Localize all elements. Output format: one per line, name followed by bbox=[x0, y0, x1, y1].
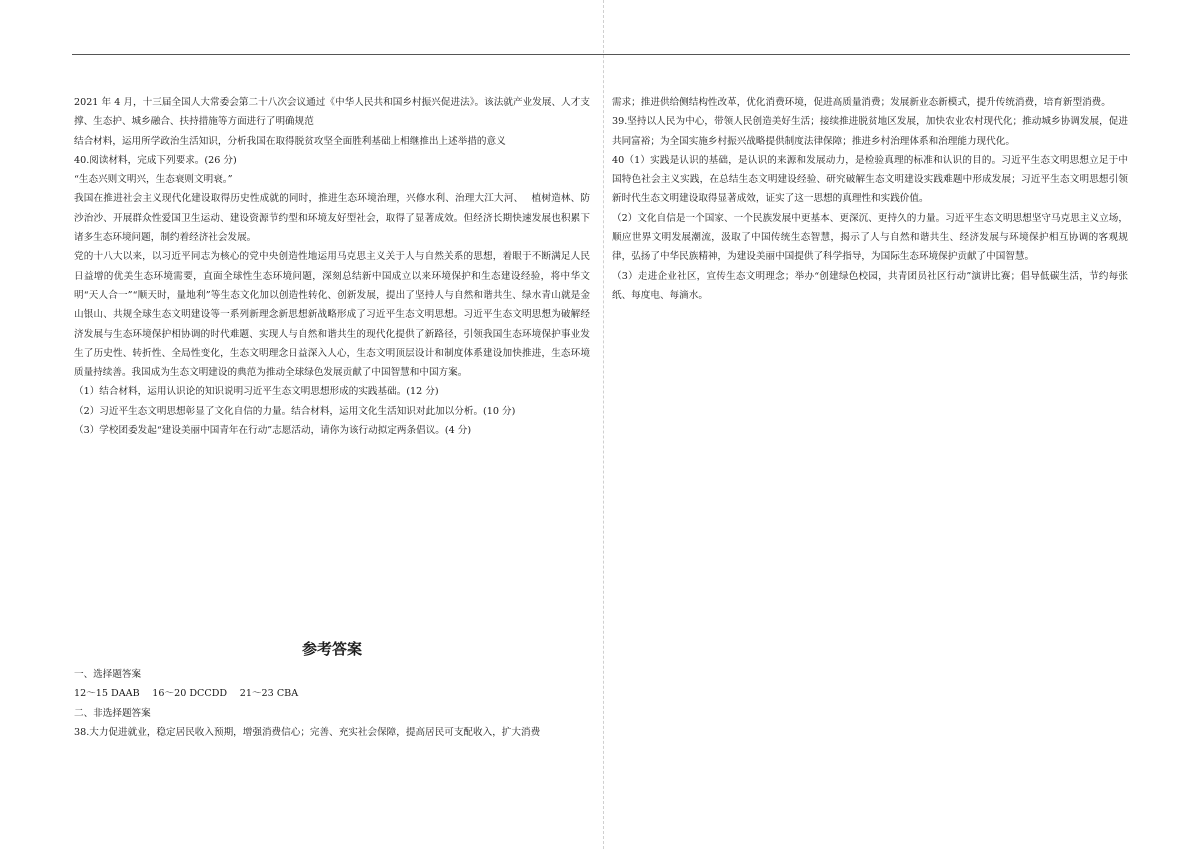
section-multiple-choice-heading: 一、选择题答案 bbox=[74, 669, 142, 680]
left-column bbox=[74, 93, 590, 440]
multiple-choice-answers: 12～15 DAAB 16～20 DCCDD 21～23 CBA bbox=[74, 688, 299, 700]
law-intro-paragraph: 2021 年 4 月，十三届全国人大常委会第二十八次会议通过《中华人民共和国乡村振兴促进法》。该法就产业发展、人才支撑、生态护、城乡融合、扶持措施等方面进行了明确规范 bbox=[74, 97, 590, 128]
answer-title: 参考答案 bbox=[301, 640, 362, 658]
sub-question-2: （2）习近平生态文明思想彰显了文化自信的力量。结合材料，运用文化生活知识对此加以分析。(10 分) bbox=[74, 405, 516, 417]
question-40-heading: 40.阅读材料，完成下列要求。(26 分) bbox=[74, 154, 237, 166]
column-divider bbox=[603, 0, 604, 849]
answer-39: 39.坚持以人民为中心，带领人民创造美好生活；接续推进脱贫地区发展，加快农业农村现代化；推动城乡协调发展，促进共同富裕；为全国实施乡村振兴战略提供制度法律保障；推进乡村治理体系和治理能力现代化。 bbox=[612, 116, 1128, 147]
answer-40-1: 40（1）实践是认识的基础，是认识的来源和发展动力，是检验真理的标准和认识的目的。习近平生态文明思想立足于中国特色社会主义实践，在总结生态文明建设经验、研究破解生态文明建设实践难题中形成发展；习近平生态文明思想引领新时代生态文明建设取得显著成效，证实了这一思想的真理性和实践价值。 bbox=[612, 154, 1128, 205]
sub-question-3: （3）学校团委发起“建设美丽中国青年在行动”志愿活动，请你为该行动拟定两条倡议。(4 分) bbox=[74, 425, 472, 437]
sub-question-1: （1）结合材料，运用认识论的知识说明习近平生态文明思想形成的实践基础。(12 分) bbox=[74, 386, 439, 398]
right-column bbox=[612, 93, 1128, 305]
answer-38-start: 38.大力促进就业，稳定居民收入预期，增强消费信心；完善、充实社会保障，提高居民可支配收入，扩大消费 bbox=[74, 726, 541, 738]
answer-40-3: （3）走进企业社区，宣传生态文明理念；举办“创建绿色校园，共青团员社区行动”演讲比赛；倡导低碳生活，节约每张纸、每度电、每滴水。 bbox=[612, 270, 1128, 301]
answer-40-2: （2）文化自信是一个国家、一个民族发展中更基本、更深沉、更持久的力量。习近平生态文明思想坚守马克思主义立场，顺应世界文明发展潮流，汲取了中国传统生态智慧，揭示了人与自然和谐共生、经济发展与环境保护相互协调的客观规律，弘扬了中华民族精神，为建设美丽中国提供了科学指导，为国际生态环境保护贡献了中国智慧。 bbox=[612, 212, 1128, 263]
material-paragraph-1: 我国在推进社会主义现代化建设取得历史性成就的同时，推进生态环境治理，兴修水利、治理大江大河、 植树造林、防沙治沙、开展群众性爱国卫生运动、建设资源节约型和环境友好型社会，取得了显著成效。但经济长期快速发展也积累下诸多生态环境问题，制约着经济社会发展。 bbox=[74, 193, 590, 244]
material-paragraph-2: 党的十八大以来，以习近平同志为核心的党中央创造性地运用马克思主义关于人与自然关系的思想，着眼于不断满足人民日益增的优美生态环境需要，直面全球性生态环境问题，深刻总结新中国成立以来环境保护和生态建设经验，将中华文明“天人合一”“顺天时，量地利”等生态文化加以创造性转化、创新发展，提出了坚持人与自然和谐共生、绿水青山就是金山银山、共规全球生态文明建设等一系列新理念新思想新战略形成了习近平生态文明思想。习近平生态文明思想为破解经济发展与生态环境保护相协调的时代难题、实现人与自然和谐共生的现代化提供了新路径，引领我国生态环境保护事业发生了历史性、转折性、全局性变化，生态文明理念日益深入人心，生态文明顶层设计和制度体系建设加快推进，生态环境质量持续善。我国成为生态文明建设的典范为推动全球绿色发展贡献了中国智慧和中国方案。 bbox=[74, 251, 590, 379]
quote-line: “生态兴则文明兴，生态衰则文明衰。” bbox=[74, 174, 233, 186]
header-rule bbox=[72, 54, 1130, 55]
question-39-prompt: 结合材料，运用所学政治生活知识，分析我国在取得脱贫攻坚全面胜利基础上相继推出上述举措的意义 bbox=[74, 135, 506, 147]
answer-38-continued: 需求；推进供给侧结构性改革，优化消费环境，促进高质量消费；发展新业态新模式，提升传统消费，培育新型消费。 bbox=[612, 97, 1111, 108]
answer-section bbox=[74, 638, 590, 742]
section-open-questions-heading: 二、非选择题答案 bbox=[74, 707, 151, 719]
